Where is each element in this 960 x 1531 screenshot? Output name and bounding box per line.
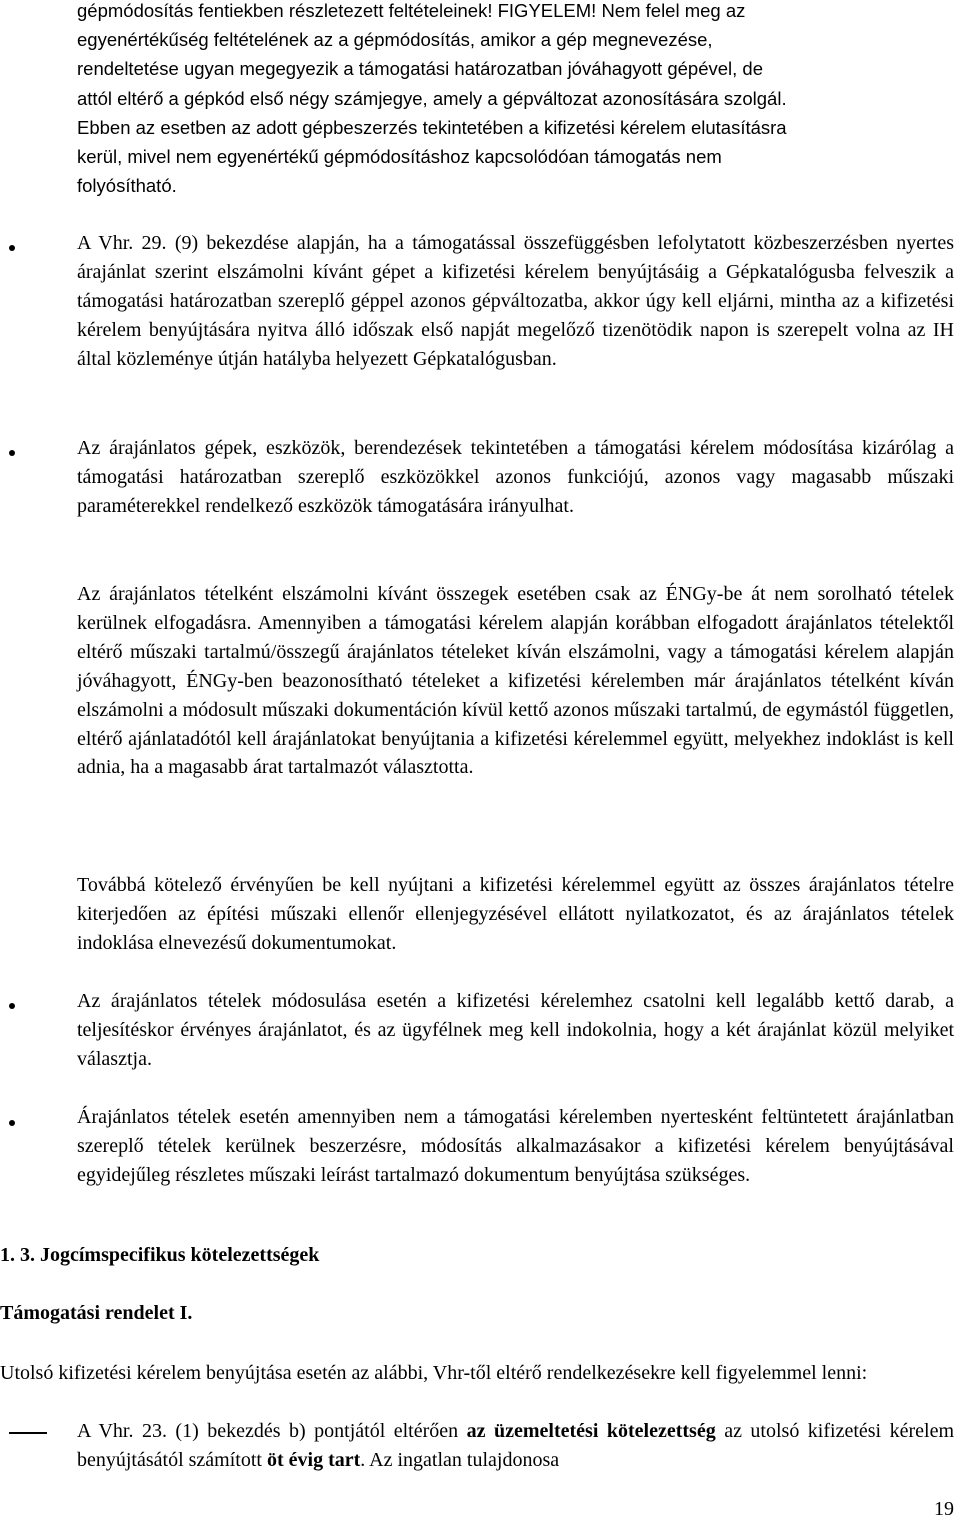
page-number: 19 [934, 1498, 954, 1520]
bullet-paragraph: Az árajánlatos gépek, eszközök, berendezések tekintetében a támogatási kérelem módosítása kizárólag a támogatási határozatban szereplő eszközökkel azonos funkciójú, azonos vagy magasabb műszaki paraméterekkel rendelkező eszközök támogatására irányulhat. [77, 437, 954, 517]
bold-text: öt évig tart [266, 1448, 361, 1471]
bold-text: az üzemeltetési kötelezettség [466, 1420, 716, 1442]
text-run: A Vhr. 23. (1) bekezdés b) pontjától eltérően [77, 1420, 467, 1442]
paragraph: Továbbá kötelező érvényűen be kell nyújtani a kifizetési kérelemmel együtt az összes árajánlatos tételre kiterjedően az építési műszaki ellenőr ellenjegyzésével ellátott nyilatkozatot, és az árajánlatos tételek indoklása elnevezésű dokumentumokat. [77, 874, 954, 954]
text-line: Ebben az esetben az adott gépbeszerzés tekintetében a kifizetési kérelem elutasításra [77, 117, 787, 138]
text-line: attól eltérő a gépkód első négy számjegye, amely a gépváltozat azonosítására szolgál. [77, 88, 787, 109]
paragraph: Az árajánlatos tételként elszámolni kívánt összegek esetében csak az ÉNGy-be át nem sorolható tételek kerülnek elfogadásra. Amennyiben a támogatási kérelem alapján korábban elfogadott árajánlatos tételektől eltérő műszaki tartalmú/összegű árajánlatos tételeket kíván elszámolni, vagy a támogatási kérelem alapján jóváhagyott, ÉNGy-ben beazonosítható tételeket a kifizetési kérelemben már árajánlatos tételként kíván elszámolni a módosult műszaki dokumentáción kívül kettő azonos műszaki tartalmú, de egymástól független, eltérő ajánlatadótól kell árajánlatokat benyújtania a kifizetési kérelemmel együtt, melyekhez indoklást is kell adnia, ha a magasabb árat tartalmazót választotta. [77, 583, 954, 779]
bullet-icon [9, 1003, 15, 1009]
text-line: kerül, mivel nem egyenértékű gépmódosításhoz kapcsolódóan támogatás nem [77, 146, 722, 167]
bullet-icon [9, 245, 15, 251]
dash-icon [9, 1432, 47, 1434]
text-run: az utolsó kifizetési kérelem benyújtásától számított [77, 1420, 954, 1471]
text-run: . Az ingatlan tulajdonosa [360, 1448, 560, 1471]
bullet-icon [9, 450, 15, 456]
bullet-paragraph: A Vhr. 29. (9) bekezdése alapján, ha a támogatással összefüggésben lefolytatott közbeszerzésben nyertes árajánlat szerint elszámolni kívánt gépet a kifizetési kérelem benyújtásáig a Gépkatalógusba felveszik a támogatási határozatban szereplő géppel azonos gépváltozatba, akkor úgy kell eljárni, mintha az a kifizetési kérelem benyújtására nyitva álló időszak első napját megelőző tizenötödik napon is szerepelt volna az IH által közleménye útján hatályba helyezett Gépkatalógusban. [77, 232, 954, 370]
bullet-paragraph: Az árajánlatos tételek módosulása esetén a kifizetési kérelemhez csatolni kell legalább kettő darab, a teljesítéskor érvényes árajánlatot, és az ügyfélnek meg kell indokolnia, hogy a két árajánlat közül melyiket választja. [77, 990, 954, 1070]
text-line: gépmódosítás fentiekben részletezett feltételeinek! FIGYELEM! Nem felel meg az [77, 0, 746, 21]
dash-paragraph [77, 1417, 954, 1475]
bullet-paragraph: Árajánlatos tételek esetén amennyiben nem a támogatási kérelemben nyertesként feltüntetett árajánlatban szereplő tételek kerülnek beszerzésre, módosítás alkalmazásakor a kifizetési kérelem benyújtásával egyidejűleg részletes műszaki leírást tartalmazó dokumentum benyújtása szükséges. [77, 1106, 954, 1186]
section-heading: 1. 3. Jogcímspecifikus kötelezettségek [0, 1244, 320, 1266]
paragraph: Utolsó kifizetési kérelem benyújtása esetén az alábbi, Vhr-től eltérő rendelkezésekre kell figyelemmel lenni: [0, 1362, 868, 1384]
bullet-icon [9, 1120, 15, 1126]
text-line: egyenértékűség feltételének az a gépmódosítás, amikor a gép megnevezése, [77, 29, 713, 50]
section-subheading: Támogatási rendelet I. [0, 1302, 193, 1324]
text-line: folyósítható. [77, 175, 177, 196]
text-line: rendeltetése ugyan megegyezik a támogatási határozatban jóváhagyott gépével, de [77, 58, 763, 79]
